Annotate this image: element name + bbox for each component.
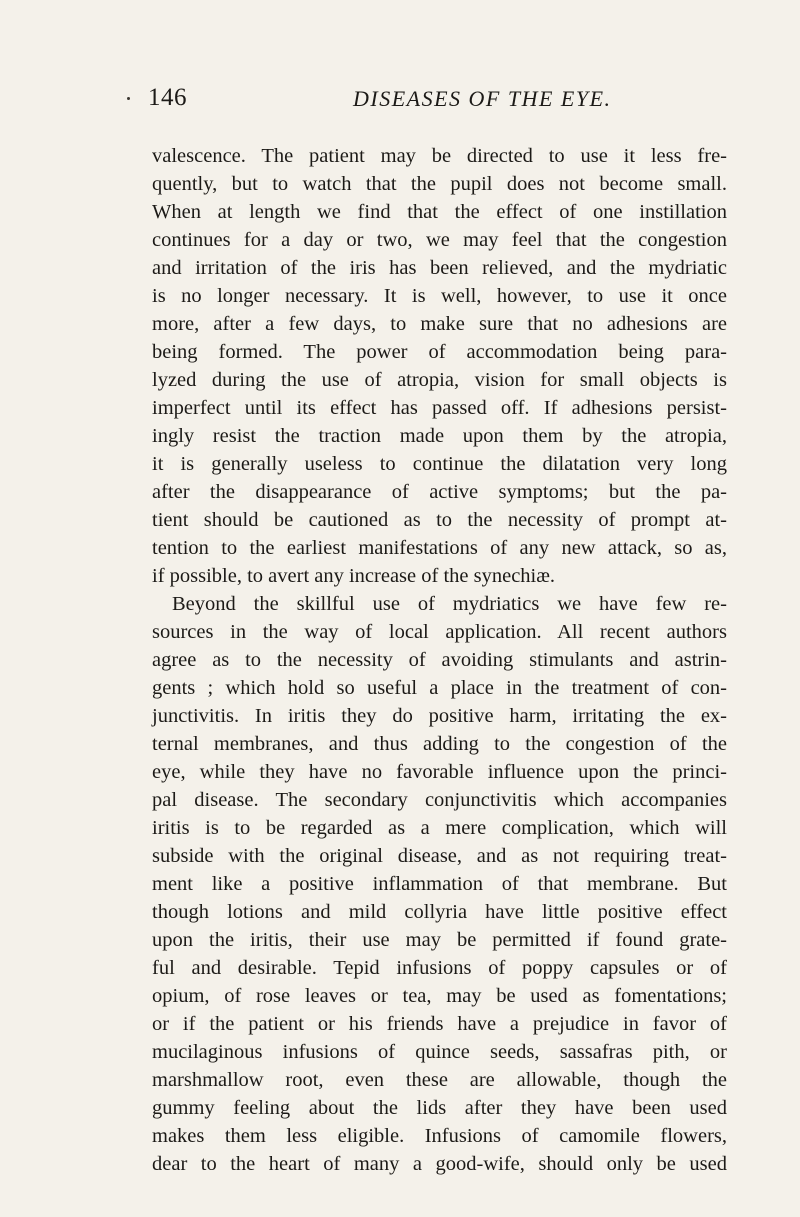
text-line: gents ; which hold so useful a place in the treatment of con- xyxy=(152,677,727,699)
running-head: DISEASES OF THE EYE. xyxy=(353,86,612,111)
text-line: ful and desirable. Tepid infusions of poppy capsules or of xyxy=(152,957,727,979)
text-line: ternal membranes, and thus adding to the congestion of the xyxy=(152,733,727,755)
text-line: junctivitis. In iritis they do positive harm, irritating the ex- xyxy=(152,705,727,727)
text-line: ingly resist the traction made upon them by the atropia, xyxy=(152,425,727,447)
text-line: When at length we find that the effect of one instillation xyxy=(152,201,727,223)
text-line: subside with the original disease, and as not requiring treat- xyxy=(152,845,727,867)
text-line: marshmallow root, even these are allowable, though the xyxy=(152,1069,727,1091)
text-line: more, after a few days, to make sure that no adhesions are xyxy=(152,313,727,335)
text-line: pal disease. The secondary conjunctivitis which accompanies xyxy=(152,789,727,811)
text-line: and irritation of the iris has been relieved, and the mydriatic xyxy=(152,257,727,279)
text-line: after the disappearance of active symptoms; but the pa- xyxy=(152,481,727,503)
page-header xyxy=(148,84,728,124)
text-line: gummy feeling about the lids after they have been used xyxy=(152,1097,727,1119)
text-line: is no longer necessary. It is well, however, to use it once xyxy=(152,285,727,307)
page-number: 146 xyxy=(148,84,187,111)
margin-mark xyxy=(127,97,130,100)
text-line: if possible, to avert any increase of the synechiæ. xyxy=(152,565,556,587)
text-line: imperfect until its effect has passed off. If adhesions persist- xyxy=(152,397,727,419)
text-line: ment like a positive inflammation of that membrane. But xyxy=(152,873,727,895)
text-line: makes them less eligible. Infusions of camomile flowers, xyxy=(152,1125,727,1147)
text-line: sources in the way of local application. All recent authors xyxy=(152,621,727,643)
text-line: eye, while they have no favorable influence upon the princi- xyxy=(152,761,727,783)
text-line: tention to the earliest manifestations of any new attack, so as, xyxy=(152,537,727,559)
text-line: quently, but to watch that the pupil does not become small. xyxy=(152,173,727,195)
text-line: mucilaginous infusions of quince seeds, sassafras pith, or xyxy=(152,1041,727,1063)
text-line: being formed. The power of accommodation being para- xyxy=(152,341,727,363)
text-line: agree as to the necessity of avoiding stimulants and astrin- xyxy=(152,649,727,671)
text-line: it is generally useless to continue the dilatation very long xyxy=(152,453,727,475)
text-line: iritis is to be regarded as a mere complication, which will xyxy=(152,817,727,839)
text-line: dear to the heart of many a good-wife, should only be used xyxy=(152,1153,727,1175)
text-line: tient should be cautioned as to the necessity of prompt at- xyxy=(152,509,727,531)
text-line: opium, of rose leaves or tea, may be used as fomentations; xyxy=(152,985,727,1007)
text-line: continues for a day or two, we may feel that the congestion xyxy=(152,229,727,251)
text-line: though lotions and mild collyria have little positive effect xyxy=(152,901,727,923)
text-line: lyzed during the use of atropia, vision for small objects is xyxy=(152,369,727,391)
text-line: Beyond the skillful use of mydriatics we have few re- xyxy=(172,593,727,615)
text-line: upon the iritis, their use may be permitted if found grate- xyxy=(152,929,727,951)
text-line: or if the patient or his friends have a prejudice in favor of xyxy=(152,1013,727,1035)
text-line: valescence. The patient may be directed to use it less fre- xyxy=(152,145,727,167)
